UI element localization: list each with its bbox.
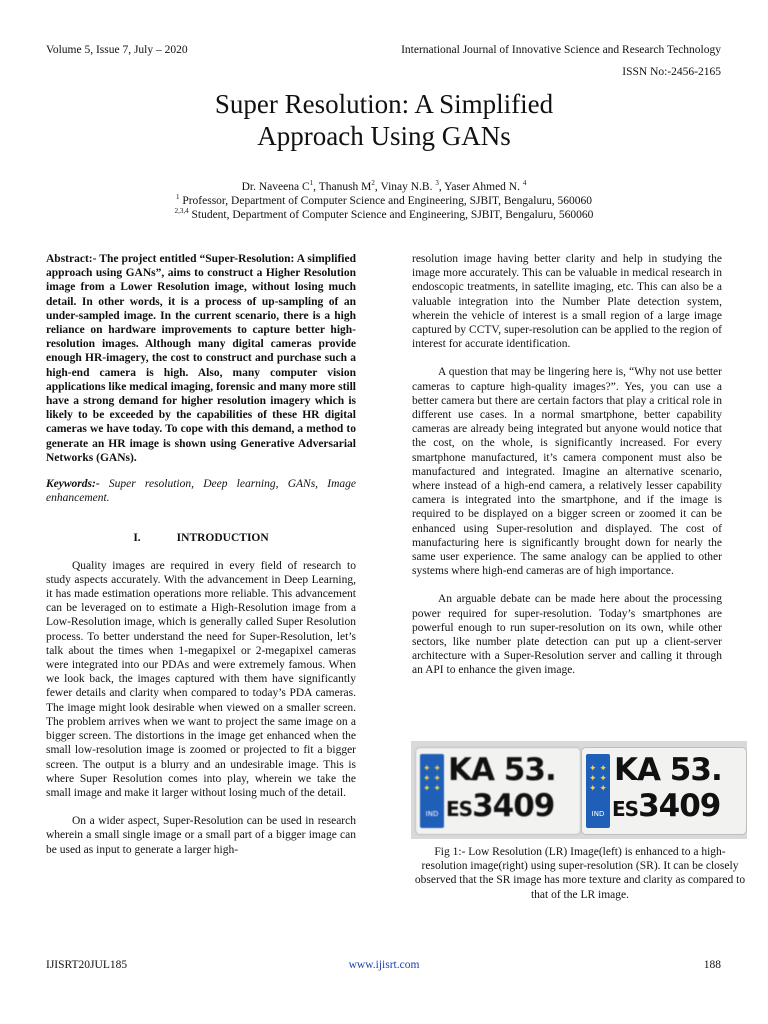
- title-line-1: Super Resolution: A Simplified: [214, 89, 554, 119]
- author-1-sup: 1: [309, 179, 314, 188]
- author-4: , Yaser Ahmed N.: [438, 181, 523, 193]
- header-volume: Volume 5, Issue 7, July – 2020: [46, 44, 188, 56]
- abstract: Abstract:- The project entitled “Super-Resolution: A simplified approach using GANs”, aims to construct a Higher Resolution image from a Lower Resolution image, without losing much detail. In other words, it is a process of up-sampling of an under-sampled image. In the current scenario, there is a high reliance on hardware improvements to capture better high-resolution images. Although many digital cameras provide enough HR-imagery, the cost to construct and purchase such a high-end camera is high. Also, many computer vision applications like medical imaging, forensic and many more still have a strong demand for higher resolution imagery which is likely to be exceeded by the capabilities of these HR digital cameras we have today. To cope with this demand, a method to generate an HR image is shown using Generative Adversarial Networks (GANs).: [46, 253, 356, 464]
- low-resolution-plate-image: [415, 747, 581, 835]
- header-issn: ISSN No:-2456-2165: [622, 66, 721, 78]
- footer-paper-id: IJISRT20JUL185: [46, 959, 128, 971]
- affiliation-2-sup: 2,3,4: [174, 207, 189, 216]
- affiliation-1-text: Professor, Department of Computer Science and Engineering, SJBIT, Bengaluru, 560060: [179, 195, 593, 207]
- footer-website-link[interactable]: www.ijisrt.com: [348, 959, 420, 971]
- plate-country-strip: [586, 754, 610, 828]
- right-column: [412, 252, 722, 678]
- keywords-text: Super resolution, Deep learning, GANs, Image enhancement.: [46, 478, 356, 505]
- header-journal: International Journal of Innovative Science and Research Technology: [401, 44, 721, 56]
- affiliation-1: [0, 194, 768, 208]
- title-line-2: Approach Using GANs: [257, 121, 511, 151]
- plate-line-2-prefix: ES: [446, 797, 473, 821]
- body-paragraph: resolution image having better clarity and help in studying the image more accurately. This can be valuable in medical research in endoscopic treatments, in satellite imaging, etc. This can also be a valuable integration into the Number Plate detection system, wherein the vehicle of interest is a small region of a large image captured by CCTV, super-resolution can be applied to the region of interest for accurate identification.: [412, 253, 722, 351]
- plate-line-1: KA 53.: [614, 752, 722, 788]
- author-4-sup: 4: [522, 179, 527, 188]
- plate-line-2-number: 3409: [472, 788, 555, 824]
- author-3: , Vinay N.B.: [374, 181, 436, 193]
- section-heading: [46, 531, 356, 545]
- plate-line-2-prefix: ES: [612, 797, 639, 821]
- body-paragraph: On a wider aspect, Super-Resolution can be used in research wherein a small single image or a small part of a bigger image can be used as input to generate a larger high-: [46, 815, 356, 856]
- author-list: [0, 180, 768, 194]
- author-1: Dr. Naveena C: [241, 181, 310, 193]
- footer-page-number: 188: [703, 959, 721, 971]
- section-title: INTRODUCTION: [176, 532, 269, 545]
- keywords: [46, 477, 356, 505]
- keywords-label: Keywords:-: [46, 478, 100, 491]
- body-paragraph: Quality images are required in every field of research to study aspects accurately. With the advancement in Deep Learning, it has made estimation operations more reliable. This advancement can be leveraged on to estimate a High-Resolution image from a Low-Resolution image, which is generally called Super Resolution process. To better understand the need for Super-Resolution, let’s talk about the times when 1-megapixel or 2-megapixel cameras were integrated into our PDAs and were extremely famous. When we look back, the images captured with them have significantly fewer details and clarity when compared to today’s PDA cameras. The image might look desirable when viewed on a smaller screen. The problem arrives when we want to project the same image on a bigger screen. The distortions in the image get enhanced when the small low-resolution image is zoomed or projected to fit a bigger screen. The output is a blurry and an undesirable image. This is where Super Resolution comes into play, wherein we take the small image and make it larger without losing much of the detail.: [46, 559, 356, 799]
- plate-country-code: IND: [425, 810, 439, 818]
- section-number: I.: [133, 532, 141, 545]
- author-3-sup: 3: [435, 179, 439, 188]
- author-2-sup: 2: [371, 179, 375, 188]
- author-2: , Thanush M: [313, 181, 372, 193]
- body-paragraph: A question that may be lingering here is, “Why not use better cameras to capture high-quality images?”. Yes, you can use a better camera but there are certain factors that play a critical role in different use cases. In a normal smartphone, better capability cameras are already being integrated but anyone would notice that the cost, on the whole, is significantly increased. For every smartphone manufactured, it’s camera component must also be manufactured and integrated. Imagine an alternative scenario, where instead of a high-end camera, a relatively lesser capability camera is integrated into the smartphone, and if the image is required to be displayed on a bigger screen or zoomed it can be enhanced using Super-resolution and displayed. The cost of manufacturing here is significantly brought down for nearly the same user experience. The same analogy can be applied to other systems where high-end cameras are of high importance.: [412, 366, 722, 578]
- star-ring-icon: ✦ ✦ ✦ ✦ ✦ ✦: [589, 764, 607, 794]
- super-resolution-plate-image: [581, 747, 747, 835]
- plate-country-strip: [420, 754, 444, 828]
- body-paragraph: An arguable debate can be made here about the processing power required for super-resolution. Today’s smartphones are powerful enough to run super-resolution on its own, while other sectors, like number plate detection can put up a client-server architecture with a Super-Resolution server and calling it through an API to enhance the given image.: [412, 593, 722, 677]
- plate-line-2: [446, 788, 554, 827]
- paper-title: [0, 88, 768, 152]
- figure-1-image: [411, 741, 747, 839]
- star-ring-icon: ✦ ✦ ✦ ✦ ✦ ✦: [423, 764, 441, 794]
- figure-1-caption: Fig 1:- Low Resolution (LR) Image(left) is enhanced to a high-resolution image(right) using super-resolution (SR). It can be closely observed that the SR image has more texture and clarity as compared to that of the LR image.: [414, 846, 746, 901]
- plate-line-2-number: 3409: [638, 788, 721, 824]
- plate-country-code: IND: [591, 810, 605, 818]
- affiliation-2-text: Student, Department of Computer Science and Engineering, SJBIT, Bengaluru, 560060: [188, 209, 594, 221]
- affiliation-1-sup: 1: [175, 193, 180, 202]
- plate-line-2: [612, 788, 720, 827]
- plate-line-1: KA 53.: [448, 752, 556, 788]
- left-column: [46, 252, 356, 857]
- affiliation-2: [0, 208, 768, 222]
